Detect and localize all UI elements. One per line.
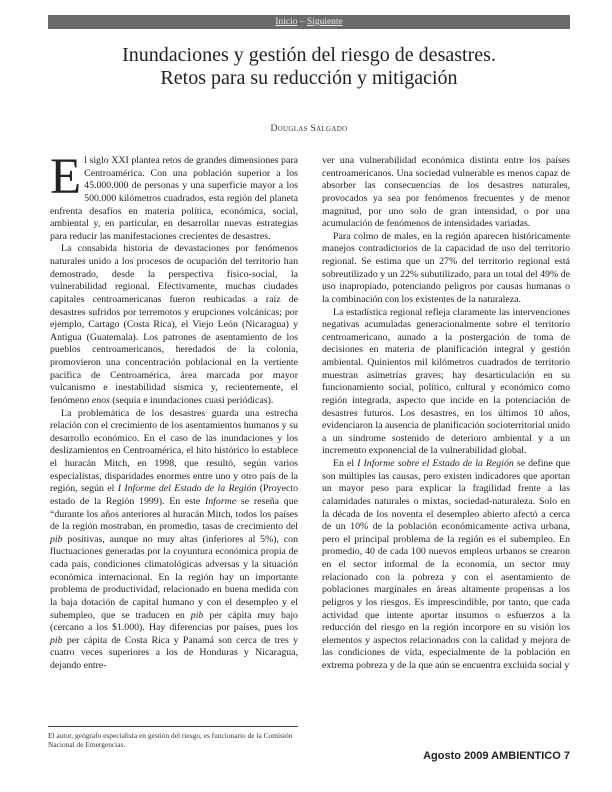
next-link[interactable]: Siguiente bbox=[306, 17, 343, 27]
pib-term-3: pib bbox=[50, 634, 63, 646]
paragraph-intro-text: l siglo XXI plantea retos de grandes dimensiones para Centroamérica. Con una población superior a los 45.000.000 de personas y una superficie mayor a los 500.000 kilómetros cuadrados, esta región del planeta enfrenta desafíos en materia política, económica, social, ambiental y, en particular, en desarrollar nuevas estrategias para reducir las manifestaciones crecientes de desastres. bbox=[50, 155, 298, 242]
paragraph-history-text-b: (sequía e inundaciones cuasi periódicas). bbox=[109, 394, 274, 406]
author-footnote: El autor, geógrafo especialista en gestión del riesgo, es funcionario de la Comisión Nacional de Emergencias. bbox=[48, 731, 293, 750]
paragraph-informe-text-b: se define que son múltiples las causas, pero existen indicadores que aportan un mayor peso para explicar la fragilidad frente a las calamidades naturales o mixtas, sociedad-naturaleza. Solo en la década de los noventa el desempleo abierto afectó a cerca de un 10% de la población económicamente activa urbana, pero el principal problema de la región es el subempleo. En promedio, 40 de cada 100 nuevos empleos urbanos se crearon en el sector informal de la economía, un sector muy relacionado con la pobreza y con el asentamiento de poblaciones marginales en áreas altamente propensas a los peligros y los riesgos. Es imprescindible, por tanto, que cada actividad que intente aportar insumos o esfuerzos a la reducción del riesgo en la región incorpore en su visión los elementos y aspectos relacionados con la calidad y mejora de las condiciones de vida, especialmente de la población en extrema pobreza y de la que aún se encuentra excluida social y bbox=[322, 458, 570, 671]
informe-title-1: I Informe del Estado de la Región bbox=[117, 483, 257, 495]
paragraph-problem-text-e: per cápita muy bajo (cercano a los $1.000). Hay diferencias por países, pues los bbox=[50, 609, 298, 634]
paragraph-continuation: ver una vulnerabilidad económica distinta entre los países centroamericanos. Una sociedad vulnerable es menos capaz de absorber las consecuencias de los desastres naturales, provocados ya sea por fenómenos frecuentes y de menor magnitud, por uno solo de gran intensidad, o por una acumulación de fenómenos de intensidades variadas. bbox=[322, 155, 570, 230]
title-line-2: Retos para su reducción y mitigación bbox=[160, 67, 458, 89]
footnote-rule bbox=[48, 726, 298, 727]
paragraph-problem-text-a: La problemática de los desastres guarda una estrecha relación con el crecimiento de los asentamientos humanos y su desarrollo económico. En el caso de las inundaciones y los deslizamientos en Centroamérica, el hito histórico lo establece el huracán Mitch, en 1998, que resultó, según varios especialistas, disparidades enormes entre uno y otro país de la región, según el bbox=[50, 407, 298, 495]
paragraph-history bbox=[50, 243, 298, 407]
top-navigation-bar bbox=[48, 15, 570, 29]
left-column bbox=[50, 149, 298, 673]
paragraph-informe-text-a: En el bbox=[333, 458, 358, 469]
drop-cap: E bbox=[50, 149, 82, 205]
paragraph-territory-use: Para colmo de males, en la región aparecen históricamente manejos contradictorios de la capacidad de uso del territorio regional. Se estima que un 27% del territorio regional está sobreutilizado y un 22% subutilizado, para un total del 49% de uso inapropiado, potenciando peligros por causas humanas o la combinación con los existentes de la naturaleza. bbox=[322, 230, 570, 305]
paragraph-problem-text-d: positivas, aunque no muy altas (inferiores al 5%), con fluctuaciones generadas por la coyuntura económica propia de cada país, condiciones climatológicas adversas y la situación económica internacional. En la región hay un importante problema de productividad, relacionado en buena medida con la baja dotación de capital humano y con el desempleo y el subempleo, que se traducen en bbox=[50, 533, 298, 621]
author-name: Douglas Salgado bbox=[270, 124, 348, 134]
paragraph-problem bbox=[50, 408, 298, 673]
title-line-1: Inundaciones y gestión del riesgo de desastres. bbox=[122, 44, 496, 66]
paragraph-intro bbox=[50, 149, 298, 243]
informe-title-3: I Informe sobre el Estado de la Región bbox=[357, 458, 514, 469]
paragraph-statistics: La estadística regional refleja claramente las intervenciones negativas acumuladas generacionalmente sobre el territorio centroamericano, aunado a la postergación de toma de decisiones en materia de planificación integral y gestión ambiental. Quinientos mil kilómetros cuadrados de territorio muestran asimetrías graves; hay desarticulación en su funcionamiento social, político, cultural y económico como región integrada, aspecto que incide en la potenciación de desastres futuros. Los desastres, en los últimos 10 años, evidenciaron la ausencia de planificación socioterritorial unido a un síndrome sostenido de deterioro ambiental y a un incremento exponencial de la vulnerabilidad global. bbox=[322, 306, 570, 457]
article-title bbox=[48, 44, 570, 90]
enos-term: enos bbox=[91, 394, 110, 406]
paragraph-problem-text-b: (Proyecto estado de la Región 1999). En este bbox=[50, 483, 298, 507]
page-footer bbox=[423, 750, 570, 762]
issue-date: Agosto 2009 bbox=[423, 750, 489, 762]
paragraph-informe bbox=[322, 458, 570, 673]
pib-term-1: pib bbox=[50, 533, 63, 545]
nav-separator: – bbox=[297, 17, 307, 27]
home-link[interactable]: Inicio bbox=[275, 17, 298, 27]
paragraph-problem-text-c: se reseña que “durante los años anteriores al huracán Mitch, todos los países de la región mostraban, en promedio, tasas de crecimiento del bbox=[50, 495, 298, 533]
paragraph-history-text-a: La consabida historia de devastaciones por fenómenos naturales unido a los procesos de ocupación del territorio han demostrado, desde la perspectiva físico-social, la vulnerabilidad regional. Efectivamente, muchas ciudades capitales centroamericanas fueron reubicadas a raíz de desastres sufridos por terremotos y erupciones volcánicas; por ejemplo, Cartago (Costa Rica), el Viejo León (Nicaragua) y Antigua (Guatemala). Los patrones de asentamiento de los pueblos centroamericanos, heredados de la colonia, promovieron una concentración poblacional en la vertiente pacífica de Centroamérica, área marcada por mayor vulcanismo e inestabilidad sísmica y, recientemente, el fenómeno bbox=[50, 243, 298, 406]
pib-term-2: pib bbox=[190, 609, 204, 621]
page-number: 7 bbox=[563, 750, 570, 762]
nav-links bbox=[48, 15, 570, 29]
magazine-logo: AMBIENTICO bbox=[491, 750, 561, 762]
informe-title-2: Informe bbox=[204, 495, 237, 507]
paragraph-problem-text-f: per cápita de Costa Rica y Panamá son cerca de tres y cuatro veces superiores a los de Honduras y Nicaragua, dejando entre- bbox=[50, 634, 298, 671]
right-column bbox=[322, 155, 570, 673]
